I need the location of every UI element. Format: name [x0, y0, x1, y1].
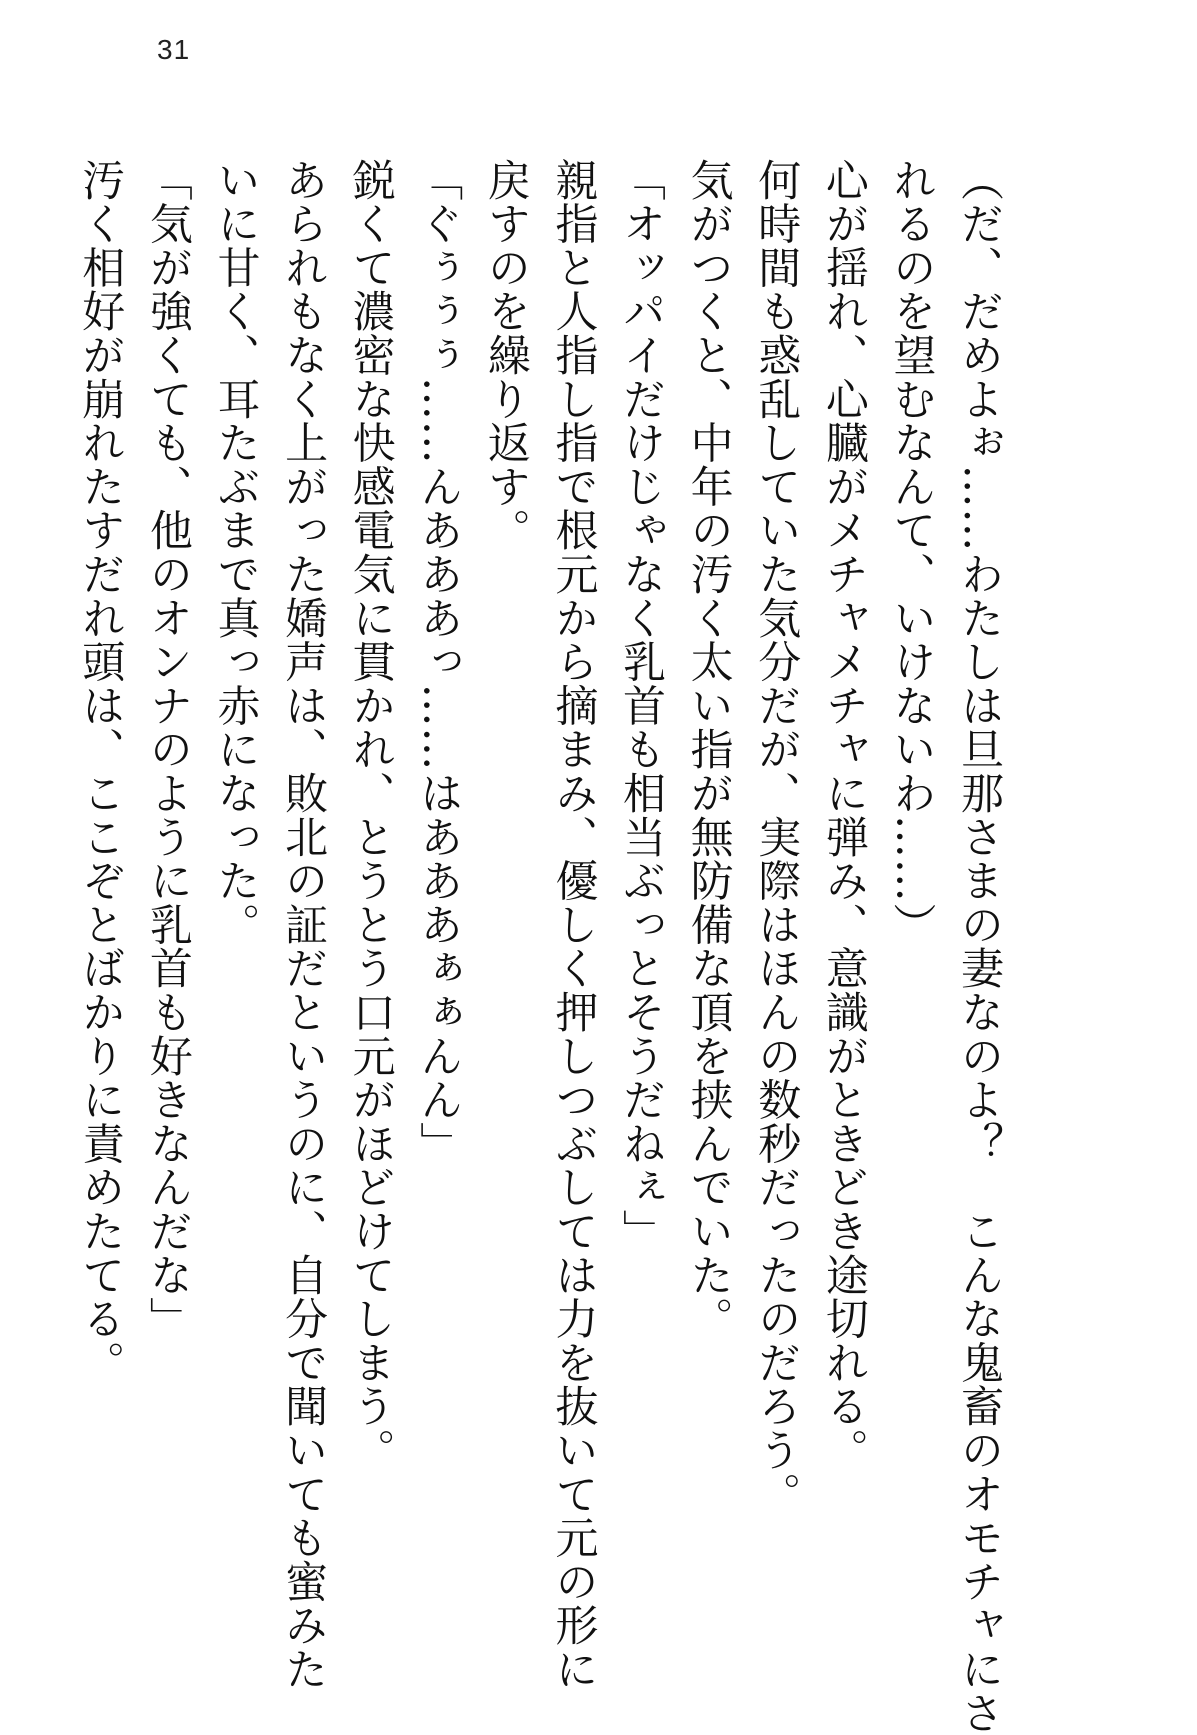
text-line-9: 「ぐぅぅぅ……んあああっ……はあああぁぁんん」	[413, 158, 464, 1166]
text-line-2: れるのを望むなんて、いけないわ……）	[886, 158, 937, 947]
text-line-11: あられもなく上がった嬌声は、敗北の証だというのに、自分で聞いても蜜みた	[278, 158, 329, 1691]
text-line-12: いに甘く、耳たぶまで真っ赤になった。	[210, 158, 261, 947]
text-line-8: 戻すのを繰り返す。	[480, 158, 531, 553]
text-line-10: 鋭くて濃密な快感電気に貫かれ、とうとう口元がほどけてしまう。	[345, 158, 396, 1472]
text-line-5: 気がつくと、中年の汚く太い指が無防備な頂を挟んでいた。	[683, 158, 734, 1341]
text-line-6: 「オッパイだけじゃなく乳首も相当ぶっとそうだねぇ」	[616, 158, 667, 1253]
vertical-text-body	[66, 158, 1012, 1735]
text-line-3: 心が揺れ、心臓がメチャメチャに弾み、意識がときどき途切れる。	[818, 158, 869, 1472]
text-line-13: 「気が強くても、他のオンナのように乳首も好きなんだな」	[142, 158, 193, 1341]
page-number: 31	[157, 34, 191, 65]
text-line-7: 親指と人指し指で根元から摘まみ、優しく押しつぶしては力を抜いて元の形に	[548, 158, 599, 1691]
text-line-1: （だ、だめよぉ……わたしは旦那さまの妻なのよ？ こんな鬼畜のオモチャにさ	[954, 158, 1004, 1735]
text-line-14: 汚く相好が崩れたすだれ頭は、ここぞとばかりに責めたてる。	[75, 158, 126, 1385]
text-line-4: 何時間も惑乱していた気分だが、実際はほんの数秒だったのだろう。	[751, 158, 802, 1516]
